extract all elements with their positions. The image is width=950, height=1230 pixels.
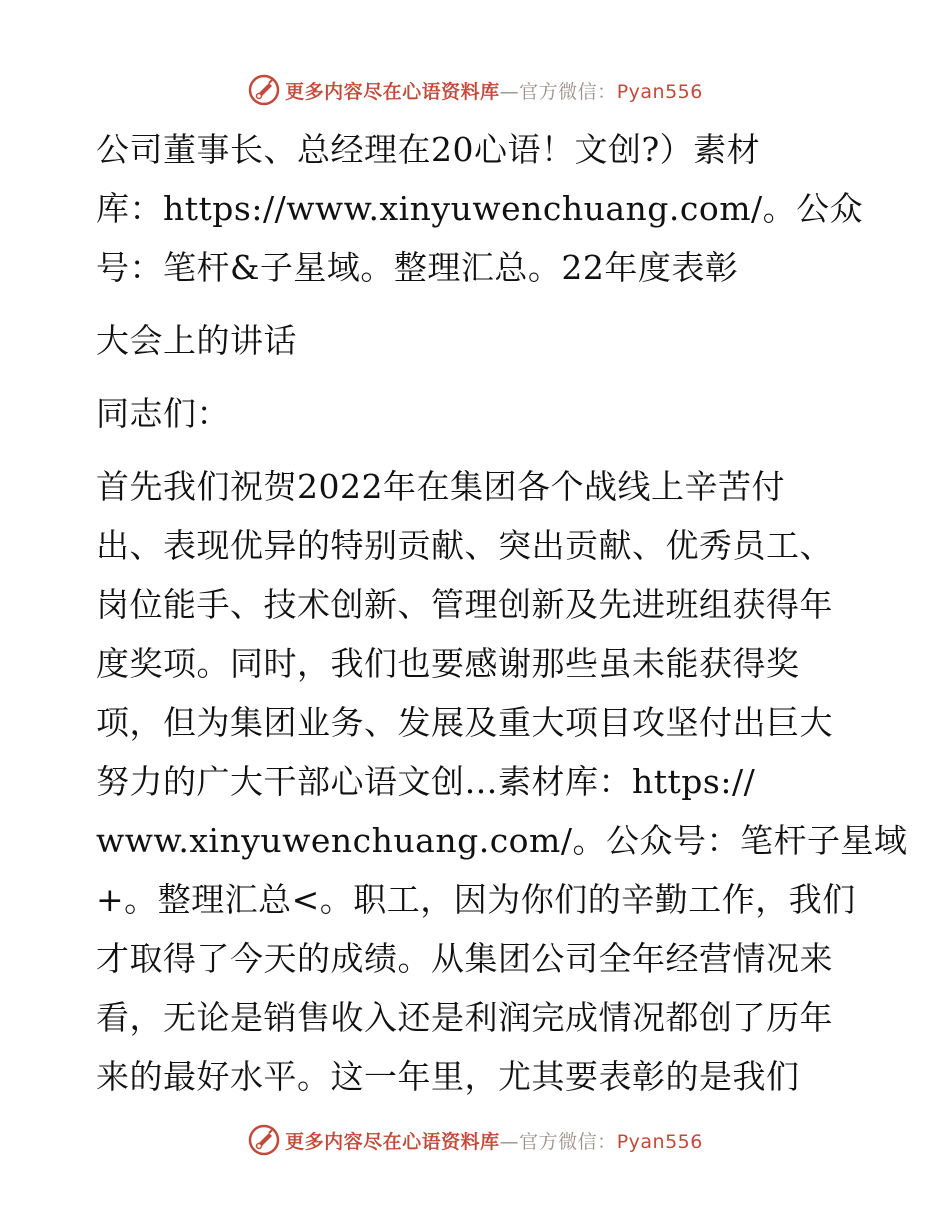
brand-seal-icon — [247, 73, 281, 107]
paragraph-line: 出、表现优异的特别贡献、突出贡献、优秀员工、 — [96, 526, 833, 565]
salutation: 同志们： — [96, 394, 230, 433]
brand-seal-icon — [247, 1123, 281, 1157]
paragraph-line: 岗位能手、技术创新、管理创新及先进班组获得年 — [96, 585, 833, 624]
watermark-group — [247, 1123, 703, 1157]
watermark-wechat-label: 官方微信： — [519, 1130, 617, 1153]
title-line: 库：https://www.xinyuwenchuang.com/。公众 — [96, 189, 864, 228]
body-paragraph — [96, 457, 908, 1106]
paragraph-line: www.xinyuwenchuang.com/。公众号：笔杆子星域 — [96, 821, 908, 860]
header-watermark — [0, 70, 950, 110]
watermark-main-text: 更多内容尽在心语资料库 — [285, 80, 500, 103]
watermark-group — [247, 73, 703, 107]
document-title — [96, 120, 864, 370]
title-line: 号：笔杆&子星域。整理汇总。22年度表彰 — [96, 248, 739, 287]
paragraph-line: 努力的广大干部心语文创…素材库：https:// — [96, 762, 756, 801]
watermark-main-text: 更多内容尽在心语资料库 — [285, 1130, 500, 1153]
paragraph-line: +。整理汇总<。职工，因为你们的辛勤工作，我们 — [96, 880, 856, 919]
paragraph-line: 项，但为集团业务、发展及重大项目攻坚付出巨大 — [96, 703, 833, 742]
paragraph-line: 来的最好水平。这一年里，尤其要表彰的是我们 — [96, 1057, 800, 1096]
document-body — [96, 120, 908, 1106]
watermark-separator: — — [499, 80, 520, 103]
title-line: 公司董事长、总经理在20心语！文创?）素材 — [96, 130, 761, 169]
title-line: 大会上的讲话 — [96, 321, 297, 360]
footer-watermark — [0, 1120, 950, 1160]
paragraph-line: 首先我们祝贺2022年在集团各个战线上辛苦付 — [96, 467, 785, 506]
paragraph-line: 才取得了今天的成绩。从集团公司全年经营情况来 — [96, 939, 833, 978]
watermark-wechat-label: 官方微信： — [519, 80, 617, 103]
watermark-wechat-handle: Pyan556 — [616, 80, 703, 103]
paragraph-line: 看，无论是销售收入还是利润完成情况都创了历年 — [96, 998, 833, 1037]
watermark-wechat-handle: Pyan556 — [616, 1130, 703, 1153]
paragraph-line: 度奖项。同时，我们也要感谢那些虽未能获得奖 — [96, 644, 800, 683]
watermark-separator: — — [499, 1130, 520, 1153]
